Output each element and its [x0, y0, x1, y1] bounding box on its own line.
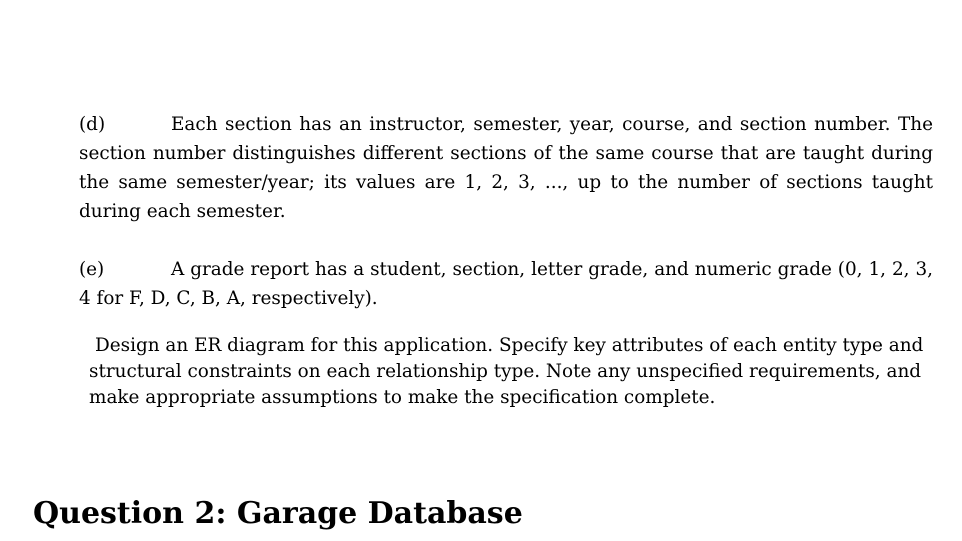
requirement-e-text: A grade report has a student, section, letter grade, and numeric grade (0, 1, 2, 3, 4 for F, D, C, B, A, respectively). — [79, 259, 933, 309]
design-instructions: Design an ER diagram for this application. Specify key attributes of each entity type and structural constraints on each relationship type. Note any unspecified requirements, and make appropriate assumptions to make the specification complete. — [89, 335, 924, 408]
requirement-d-label: (d) — [79, 114, 106, 135]
requirement-e-label: (e) — [79, 259, 105, 280]
question-title: Question 2: Garage Database — [33, 496, 523, 531]
requirement-e — [79, 255, 933, 313]
requirement-d — [79, 110, 933, 226]
requirement-d-text: Each section has an instructor, semester, year, course, and section number. The section number distinguishes different sections of the same course that are taught during the same semester/year; its values are 1, 2, 3, ..., up to the number of sections taught during each semester. — [79, 114, 933, 222]
